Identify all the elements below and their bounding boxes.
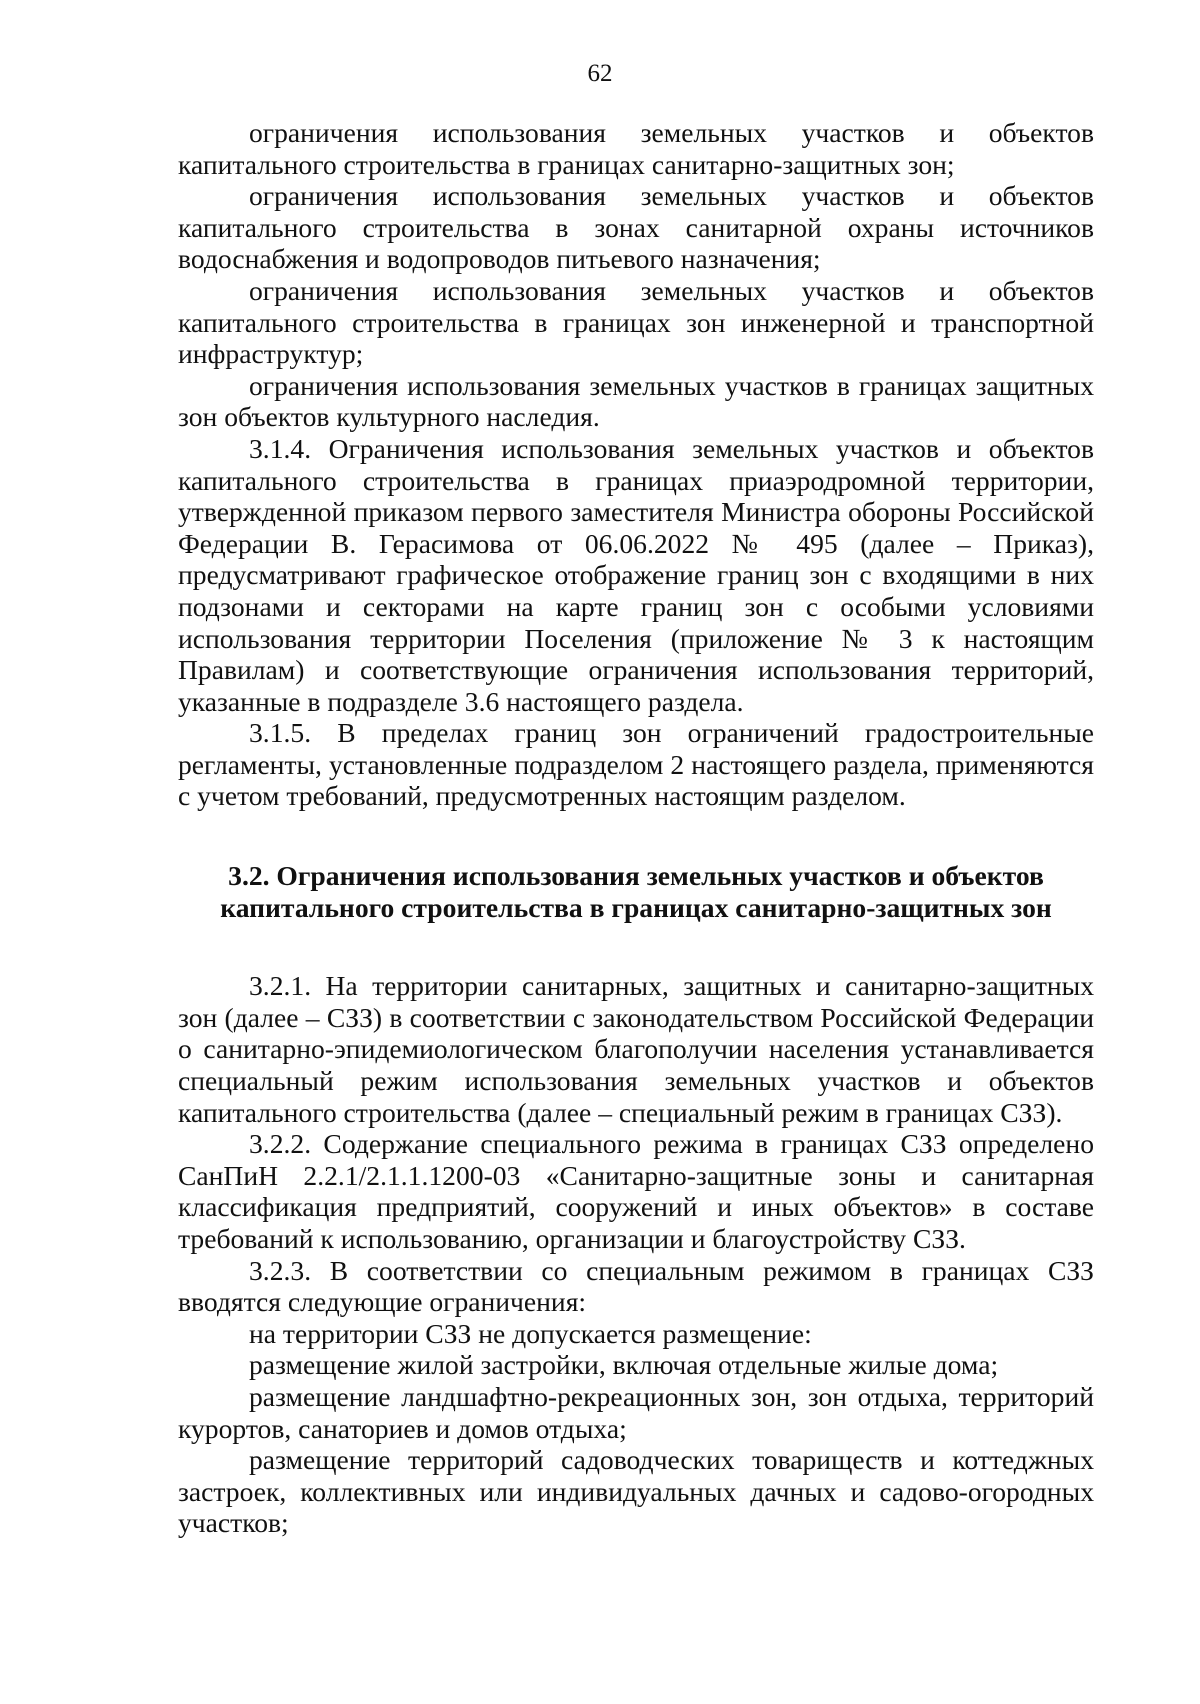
paragraph-3-2-3: 3.2.3. В соответствии со специальным режимом в границах СЗЗ вводятся следующие ограничения:	[178, 1254, 1094, 1318]
paragraph-3-2-1: 3.2.1. На территории санитарных, защитных и санитарно-защитных зон (далее – СЗЗ) в соответствии с законодательством Российской Федерации о санитарно-эпидемиологическом благополучии населения устанавливается специальный режим использования земельных участков и объектов капитального строительства (далее – специальный режим в границах СЗЗ).	[178, 970, 1094, 1128]
section-heading	[178, 860, 1094, 923]
list-item: размещение ландшафтно-рекреационных зон, зон отдыха, территорий курортов, санаториев и домов отдыха;	[178, 1380, 1094, 1444]
list-item: размещение территорий садоводческих товариществ и коттеджных застроек, коллективных или индивидуальных дачных и садово-огородных участков;	[178, 1444, 1094, 1539]
paragraph: ограничения использования земельных участков и объектов капитального строительства в границах санитарно-защитных зон;	[178, 117, 1094, 180]
paragraph: на территории СЗЗ не допускается размещение:	[249, 1317, 812, 1349]
section-heading-line: капитального строительства в границах санитарно-защитных зон	[220, 891, 1052, 923]
list-item: размещение жилой застройки, включая отдельные жилые дома;	[249, 1349, 999, 1381]
document-body	[178, 117, 1094, 1539]
page-number: 62	[587, 60, 613, 87]
section-heading-line: 3.2. Ограничения использования земельных участков и объектов	[228, 860, 1044, 892]
paragraph-3-1-4: 3.1.4. Ограничения использования земельных участков и объектов капитального строительства в границах приаэродромной территории, утвержденной приказом первого заместителя Министра обороны Российской Федерации В. Герасимова от 06.06.2022 № 495 (далее – Приказ), предусматривают графическое отображение границ зон с входящими в них подзонами и секторами на карте границ зон с особыми условиями использования территории Поселения (приложение № 3 к настоящим Правилам) и соответствующие ограничения использования территорий, указанные в подразделе 3.6 настоящего раздела.	[178, 432, 1094, 717]
paragraph: ограничения использования земельных участков в границах защитных зон объектов культурного наследия.	[178, 369, 1094, 433]
paragraph-3-2-2: 3.2.2. Содержание специального режима в границах СЗЗ определено СанПиН 2.2.1/2.1.1.1200-03 «Санитарно-защитные зоны и санитарная классификация предприятий, сооружений и иных объектов» в составе требований к использованию, организации и благоустройству СЗЗ.	[178, 1128, 1094, 1254]
paragraph-3-1-5: 3.1.5. В пределах границ зон ограничений градостроительные регламенты, установленные подразделом 2 настоящего раздела, применяются с учетом требований, предусмотренных настоящим разделом.	[178, 717, 1094, 812]
paragraph: ограничения использования земельных участков и объектов капитального строительства в границах зон инженерной и транспортной инфраструктур;	[178, 274, 1094, 370]
paragraph: ограничения использования земельных участков и объектов капитального строительства в зонах санитарной охраны источников водоснабжения и водопроводов питьевого назначения;	[178, 180, 1094, 275]
